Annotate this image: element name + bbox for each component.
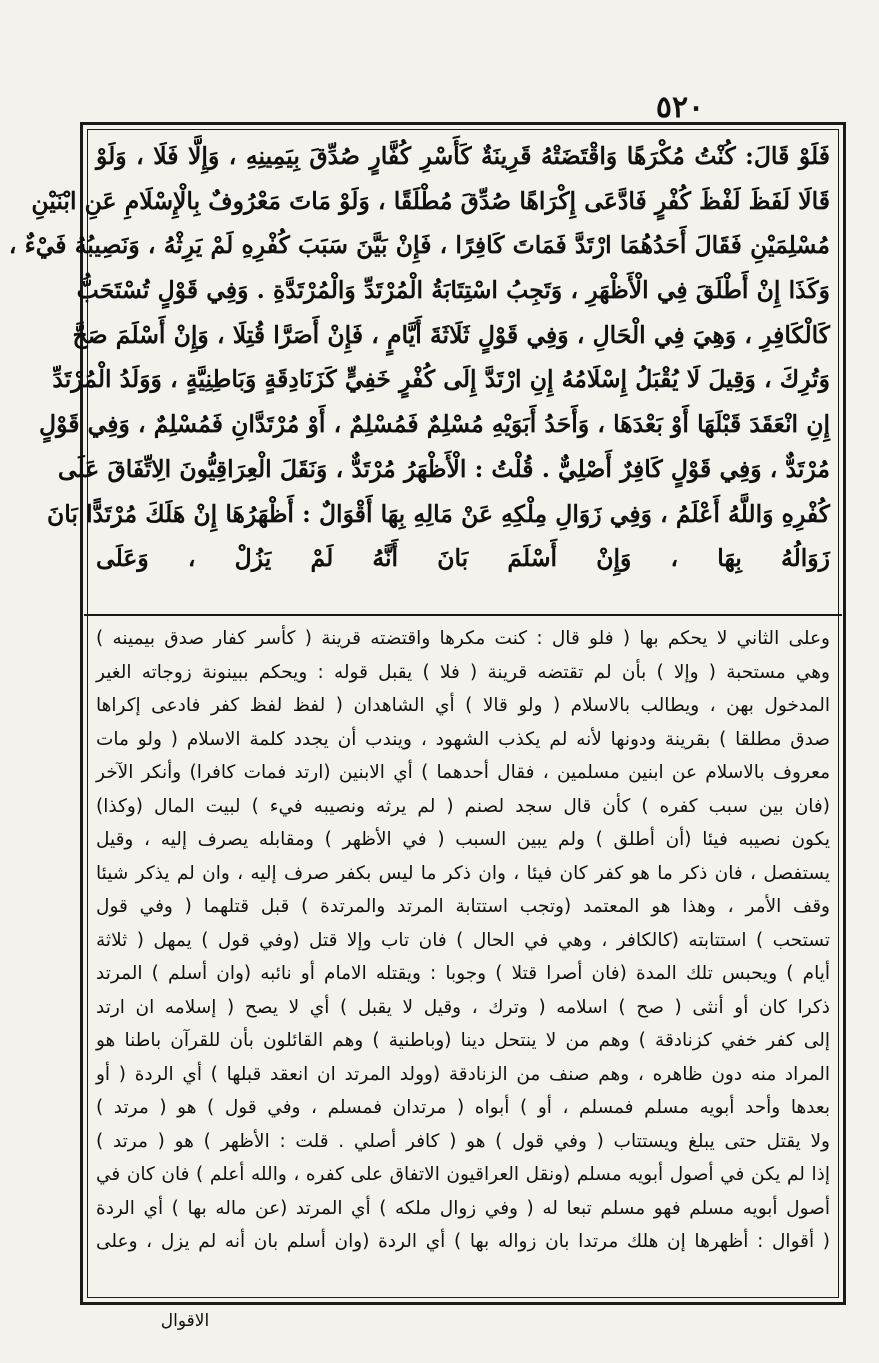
sharh-line: ذكرا كان أو أنثى ( صح ) اسلامه ( وترك ، وقيل لا يقبل ) أي لا يصح ( إسلامه ان ارتد [96, 996, 830, 1018]
matn-line: كُفْرِهِ وَاللَّهُ أَعْلَمُ ، وَفِي زَوَالِ مِلْكِهِ عَنْ مَالِهِ بِهَا أَقْوَالٌ : أَظْهَرُهَا إِنْ هَلَكَ مُرْتَدًّا بَانَ [46, 499, 830, 528]
sharh-line: أيام ) ويحبس تلك المدة (فان أصرا قتلا ) وجوبا : ويقتله الامام أو نائبه (وان أسلم ) المرتد [96, 963, 830, 984]
sharh-line: أصول أبويه مسلم فهو مسلم تبعا له ( وفي زوال ملكه ) أي المرتد (عن ماله بها ) أي الردة [96, 1197, 830, 1219]
sharh-line: وقف الأمر ، وهذا هو المعتمد (وتجب استتابة المرتد والمرتدة ) قبل قتلهما ( وفي قول [96, 896, 830, 917]
sharh-line: يستفصل ، فان ذكر ما هو كفر كان فيئا ، وان ذكر ما ليس بكفر صرف إليه ، وان لم يذكر شيئا [96, 862, 830, 884]
sharh-commentary-block [96, 622, 830, 1298]
matn-text-block [8, 134, 830, 614]
sharh-line: ولا يقتل حتى يبلغ ويستتاب ( وفي قول ) هو ( كافر أصلي . قلت : الأظهر ) هو ( مرتد ) [96, 1130, 830, 1152]
sharh-line: إلى كفر خفي كزنادقة ) وهم من لا ينتحل دينا (وباطنية ) وهم القائلون بأن للقرآن باطنا هو [96, 1030, 830, 1051]
matn-line: مُرْتَدٌّ ، وَفِي قَوْلٍ كَافِرٌ أَصْلِيٌّ . قُلْتُ : الْأَظْهَرُ مُرْتَدٌّ ، وَنَقَلَ الْعِرَاقِيُّونَ الِاتِّفَاقَ عَلَى [57, 454, 830, 483]
sharh-line: وعلى الثاني لا يحكم بها ( فلو قال : كنت مكرها واقتضته قرينة ( كأسر كفار صدق بيمينه ) [96, 628, 830, 649]
catchword: الاقوال [160, 1311, 210, 1331]
sharh-line: يكون نصيبه فيئا (أن أطلق ) ولم يبين السبب ( في الأظهر ) ومقابله يصرف إليه ، وقيل [96, 829, 830, 850]
sharh-line: تستحب ) استتابته (كالكافر ، وهي في الحال ) فان تاب وإلا قتل (وفي قول ) يمهل ( ثلاثة [96, 929, 830, 951]
sharh-line: (فان بين سبب كفره ) كأن قال سجد لصنم ( لم يرثه ونصيبه فيء ) لبيت المال (وكذا) [96, 795, 830, 817]
section-divider [84, 614, 842, 616]
sharh-line: ( أقوال : أظهرها إن هلك مرتدا بان زواله بها ) أي الردة (وان أسلم بان أنه لم يزل ، وعلى [96, 1231, 830, 1252]
matn-line: وَكَذَا إِنْ أَطْلَقَ فِي الْأَظْهَرِ ، وَتَجِبُ اسْتِتَابَةُ الْمُرْتَدِّ وَالْمُرْتَدَّةِ . وَفِي قَوْلٍ تُسْتَحَبُّ [76, 276, 830, 305]
matn-line: زَوَالُهُ بِهَا ، وَإِنْ أَسْلَمَ بَانَ أَنَّهُ لَمْ يَزُلْ ، وَعَلَى [96, 544, 830, 573]
sharh-line: صدق مطلقا ) بقرينة ودونها لأنه لم يكذب الشهود ، ويندب أن يجدد كلمة الاسلام ( ولو مات [96, 728, 830, 750]
matn-line: مُسْلِمَيْنِ فَقَالَ أَحَدُهُمَا ارْتَدَّ فَمَاتَ كَافِرًا ، فَإِنْ بَيَّنَ سَبَبَ كُفْرِهِ لَمْ يَرِثْهُ ، وَنَصِيبُهُ فَيْءٌ ، [8, 231, 830, 260]
sharh-line [96, 1259, 830, 1293]
sharh-line: معروف بالاسلام عن ابنين مسلمين ، فقال أحدهما ) أي الابنين (ارتد فمات كافرا) وأنكر الآخر [96, 762, 830, 783]
sharh-line: إذا لم يكن في أصول أبويه مسلم (ونقل العراقيون الاتفاق على كفره ، والله أعلم ) فان كان في [96, 1164, 830, 1185]
sharh-line: المراد منه دون ظاهره ، وهم صنف من الزنادقة (وولد المرتد ان انعقد قبلها ) أي الردة ( أو [96, 1063, 830, 1085]
matn-line: قَالَا لَفَظَ لَفْظَ كُفْرٍ فَادَّعَى إِكْرَاهًا صُدِّقَ مُطْلَقًا ، وَلَوْ مَاتَ مَعْرُوفٌ بِالْإِسْلَامِ عَنِ ابْنَيْنِ [31, 186, 830, 215]
sharh-line: المدخول بهن ، ويطالب بالاسلام ( ولو قالا ) أي الشاهدان ( لفظ لفظ كفر فادعى إكراها [96, 695, 830, 716]
matn-line: وَتُرِكَ ، وَقِيلَ لَا يُقْبَلُ إِسْلَامُهُ إِنِ ارْتَدَّ إِلَى كُفْرٍ خَفِيٍّ كَزَنَادِقَةٍ وَبَاطِنِيَّةٍ ، وَوَلَدُ الْمُرْتَدِّ [52, 365, 830, 394]
matn-line: فَلَوْ قَالَ: كُنْتُ مُكْرَهًا وَاقْتَضَتْهُ قَرِينَةٌ كَأَسْرِ كُفَّارٍ صُدِّقَ بِيَمِينِهِ ، وَإِلَّا فَلَا ، وَلَوْ [96, 142, 830, 170]
matn-line: كَالْكَافِرِ ، وَهِيَ فِي الْحَالِ ، وَفِي قَوْلٍ ثَلَاثَةَ أَيَّامٍ ، فَإِنْ أَصَرَّا قُتِلَا ، وَإِنْ أَسْلَمَ صَحَّ [72, 320, 830, 349]
page-number: ٥٢٠ [655, 90, 705, 125]
sharh-line: بعدها وأحد أبويه مسلم فمسلم ، أو ) أبواه ( مرتدان فمسلم ، وفي قول ) هو ( مرتد ) [96, 1097, 830, 1118]
matn-line: إِنِ انْعَقَدَ قَبْلَهَا أَوْ بَعْدَهَا ، وَأَحَدُ أَبَوَيْهِ مُسْلِمٌ فَمُسْلِمٌ ، أَوْ مُرْتَدَّانِ فَمُسْلِمٌ ، وَفِي قَوْلٍ [39, 410, 830, 439]
sharh-line: وهي مستحبة ( وإلا ) بأن لم تقتضه قرينة ( فلا ) يقبل قوله : ويحكم ببينونة زوجاته الغير [96, 661, 830, 683]
